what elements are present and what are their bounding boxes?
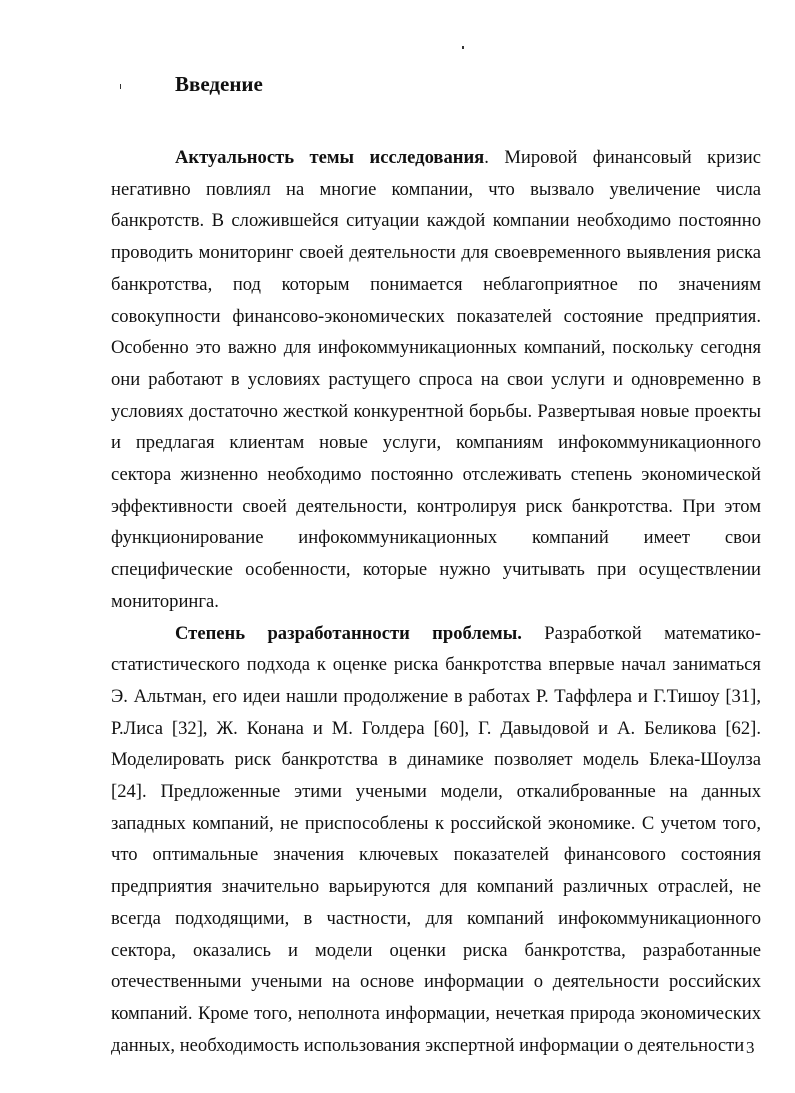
paragraph-text: Разработкой математико-статистического подхода к оценке риска банкротства впервые начал заниматься Э. Альтман, его идеи нашли продолжение в работах Р. Таффлера и Г.Тишоу [31], Р.Лиса [32], Ж. Конана и М. Голдера [60], Г. Давыдовой и А. Беликова [62]. Моделировать риск банкротства в динамике позволяет модель Блека-Шоулза [24]. Предложенные этими учеными модели, откалиброванные на данных западных компаний, не приспособлены к российской экономике. С учетом того, что оптимальные значения ключевых показателей финансового состояния предприятия значительно варьируются для компаний различных отраслей, не всегда подходящими, в частности, для компаний инфокоммуникационного сектора, оказались и модели оценки риска банкротства, разработанные отечественными учеными на основе информации о деятельности российских компаний. Кроме того, неполнота информации, нечеткая природа экономических данных, необходимость использования экспертной информации о деятельности <box>111 622 761 1056</box>
paragraph-lead: Степень разработанности проблемы. <box>175 622 522 644</box>
paragraph-relevance <box>111 142 761 618</box>
scan-speck <box>120 84 121 89</box>
page-number: 3 <box>746 1038 755 1057</box>
body-text <box>111 142 761 1061</box>
paragraph-text: . Мировой финансовый кризис негативно повлиял на многие компании, что вызвало увеличение числа банкротств. В сложившейся ситуации каждой компании необходимо постоянно проводить мониторинг своей деятельности для своевременного выявления риска банкротства, под которым понимается неблагоприятное по значениям совокупности финансово-экономических показателей состояние предприятия. Особенно это важно для инфокоммуникационных компаний, поскольку сегодня они работают в условиях растущего спроса на свои услуги и одновременно в условиях достаточно жесткой конкурентной борьбы. Развертывая новые проекты и предлагая клиентам новые услуги, компаниям инфокоммуникационного сектора жизненно необходимо постоянно отслеживать степень экономической эффективности своей деятельности, контролируя риск банкротства. При этом функционирование инфокоммуникационных компаний имеет свои специфические особенности, которые нужно учитывать при осуществлении мониторинга. <box>111 147 762 612</box>
paragraph-lead: Актуальность темы исследования <box>175 147 485 168</box>
paragraph-problem-development <box>111 618 761 1062</box>
scan-speck <box>462 46 464 49</box>
section-heading: Введение <box>175 72 263 96</box>
